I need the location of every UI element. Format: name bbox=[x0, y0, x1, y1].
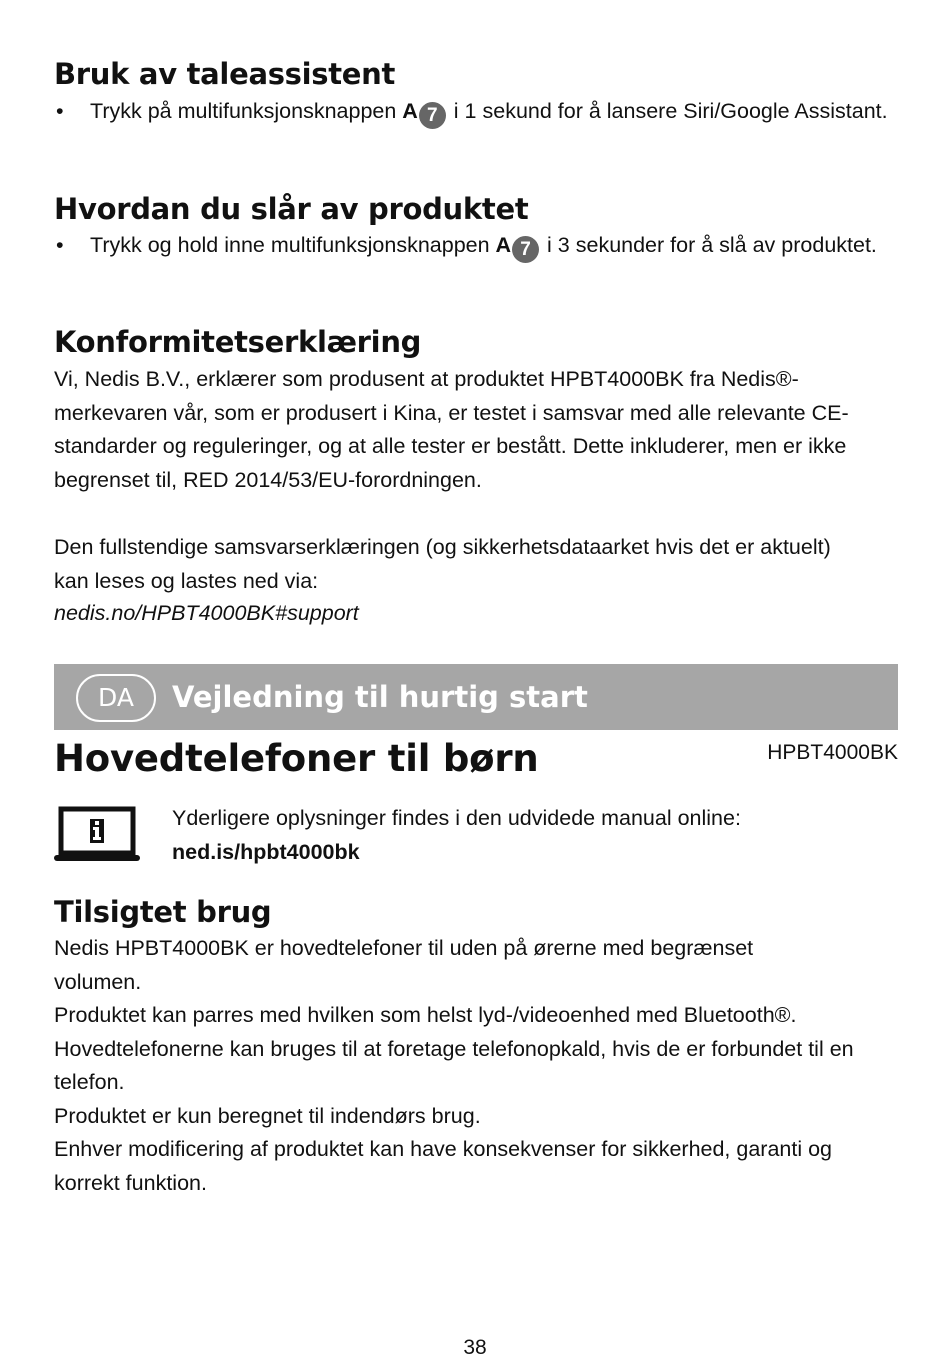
intended-use-line: Enhver modificering af produktet kan have konsekvenser for sikkerhed, garanti og korrekt funktion. bbox=[54, 1137, 833, 1195]
manual-info-text: Yderligere oplysninger findes i den udvidede manual online: bbox=[172, 806, 741, 830]
bullet-voice-assistant: • Trykk på multifunksjonsknappen A 7 i 1 sekund for å lansere Siri/Google Assistant. bbox=[54, 95, 898, 129]
manual-link[interactable]: ned.is/hpbt4000bk bbox=[172, 840, 360, 864]
intended-use-line: Nedis HPBT4000BK er hovedtelefoner til uden på ørerne med begrænset volumen. bbox=[54, 936, 754, 994]
product-title: Hovedtelefoner til børn bbox=[54, 737, 539, 780]
declaration-text: Den fullstendige samsvarserklæringen (og sikkerhetsdataarket hvis det er aktuelt) kan leses og lastes ned via: bbox=[54, 535, 831, 593]
intended-use-text bbox=[54, 932, 892, 1200]
intended-use-line: Hovedtelefonerne kan bruges til at foretage telefonopkald, hvis de er forbundet til en telefon. bbox=[54, 1036, 854, 1094]
conformity-text: Vi, Nedis B.V., erklærer som produsent at produktet HPBT4000BK fra Nedis®-merkevaren vår, som er produsert i Kina, er testet i samsvar med alle relevante CE-standarder og reguleringer, og at alle tester er bestått. Dette inkluderer, men er ikke begrenset til, RED 2014/53/EU-forordningen. bbox=[54, 367, 849, 492]
bullet-dot-icon: • bbox=[56, 233, 64, 257]
model-code: HPBT4000BK bbox=[767, 741, 898, 764]
button-letter: A bbox=[402, 99, 418, 123]
bullet-dot-icon: • bbox=[56, 99, 64, 123]
button-number-badge: 7 bbox=[512, 236, 539, 263]
heading-power-off: Hvordan du slår av produktet bbox=[54, 192, 529, 226]
heading-intended-use: Tilsigtet brug bbox=[54, 895, 272, 929]
heading-voice-assistant: Bruk av taleassistent bbox=[54, 57, 396, 91]
heading-conformity: Konformitetserklæring bbox=[54, 325, 422, 359]
language-banner bbox=[54, 664, 898, 730]
manual-info bbox=[172, 801, 741, 869]
intended-use-line: Produktet er kun beregnet til indendørs brug. bbox=[54, 1103, 481, 1128]
button-number-badge: 7 bbox=[419, 102, 446, 129]
page-number: 38 bbox=[463, 1336, 487, 1359]
intended-use-line: Produktet kan parres med hvilken som helst lyd-/videoenhed med Bluetooth®. bbox=[54, 1003, 797, 1027]
banner-title: Vejledning til hurtig start bbox=[172, 680, 588, 714]
button-letter: A bbox=[495, 233, 512, 257]
bullet-power-off: • Trykk og hold inne multifunksjonsknappen A 7 i 3 sekunder for å slå av produktet. bbox=[54, 229, 898, 263]
language-code-badge: DA bbox=[76, 674, 156, 722]
laptop-info-icon bbox=[54, 806, 140, 866]
support-link[interactable]: nedis.no/HPBT4000BK#support bbox=[54, 601, 359, 625]
